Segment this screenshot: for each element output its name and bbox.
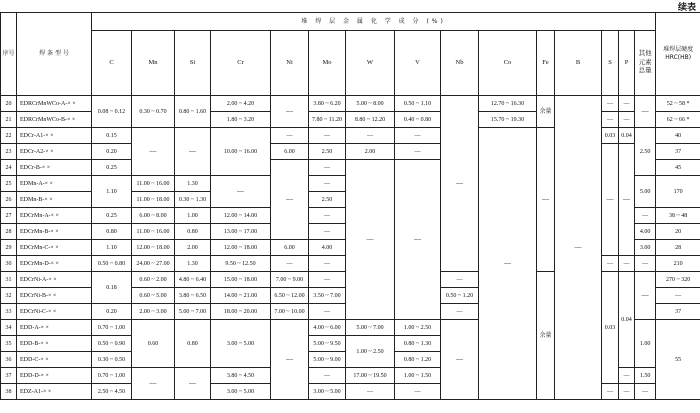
row-model: EDZ-A1-× × — [17, 384, 92, 400]
cell-ni: 6.00 — [271, 144, 309, 160]
cell-ni: — — [271, 160, 309, 240]
cell-si: 3.80 ~ 6.50 — [175, 288, 211, 304]
cell-mo: — — [309, 224, 346, 240]
cell-s: — — [619, 384, 635, 400]
cell-mo: 3.50 ~ 7.00 — [309, 288, 346, 304]
cell-co: — — [619, 368, 635, 384]
cell-mo: 5.00 ~ 9.50 — [309, 336, 346, 352]
cell-hardness: 270 ~ 320 — [656, 272, 700, 288]
cell-w: 1.00 ~ 2.50 — [346, 336, 395, 368]
cell-hardness: 20 — [656, 224, 700, 240]
cell-mn: 0.30 ~ 0.70 — [132, 96, 175, 128]
cell-mo: — — [309, 304, 346, 320]
row-no: 25 — [1, 176, 17, 192]
row-model: EDRCrMnWCo-A-× × — [17, 96, 92, 112]
cell-nb: — — [441, 96, 479, 272]
cell-p: — — [635, 384, 656, 400]
row-no: 28 — [1, 224, 17, 240]
header-element: Cr — [211, 31, 271, 96]
cell-c: 0.70 ~ 1.00 — [92, 320, 132, 336]
cell-c: 0.25 — [92, 160, 132, 176]
cell-mn: 24.00 ~ 27.00 — [132, 256, 175, 272]
cell-hardness: 210 — [656, 256, 700, 272]
header-element: S — [602, 31, 619, 96]
row-no: 33 — [1, 304, 17, 320]
cell-mn: 6.00 ~ 8.00 — [132, 208, 175, 224]
cell-ni: — — [271, 96, 309, 128]
cell-w: — — [346, 384, 395, 400]
cell-other: 4.00 — [635, 224, 656, 240]
cell-mo: 3.00 ~ 5.00 — [309, 384, 346, 400]
cell-cr: 2.00 ~ 4.20 — [211, 96, 271, 112]
cell-c: 2.50 ~ 4.50 — [92, 384, 132, 400]
row-no: 31 — [1, 272, 17, 288]
header-element: Nb — [441, 31, 479, 96]
cell-cr: 12.00 ~ 18.00 — [211, 240, 271, 256]
cell-mo: 7.80 ~ 11.20 — [309, 112, 346, 128]
cell-mo: — — [309, 256, 346, 272]
row-model: EDCr-A2-× × — [17, 144, 92, 160]
row-no: 29 — [1, 240, 17, 256]
row-no: 27 — [1, 208, 17, 224]
cell-cr: 3.00 ~ 5.00 — [211, 384, 271, 400]
cell-v: 0.40 ~ 0.80 — [395, 112, 441, 128]
cell-w: 5.00 ~ 8.00 — [346, 96, 395, 112]
row-no: 26 — [1, 192, 17, 208]
cell-mn: 0.60 ~ 5.00 — [132, 288, 175, 304]
cell-cr: 3.00 ~ 5.00 — [211, 320, 271, 368]
cell-c: 0.70 ~ 1.00 — [92, 368, 132, 384]
cell-c: 0.50 ~ 0.90 — [92, 336, 132, 352]
cell-cr: 15.00 ~ 18.00 — [211, 272, 271, 288]
cell-w: 2.00 — [346, 144, 395, 160]
cell-p: — — [619, 144, 635, 256]
cell-mo: 2.50 — [309, 144, 346, 160]
header-element: Mn — [132, 31, 175, 96]
cell-fe: 余量 — [537, 96, 555, 128]
cell-hardness: 40 — [656, 128, 700, 144]
cell-mn: — — [132, 368, 175, 400]
row-model: EDD-C-× × — [17, 352, 92, 368]
cell-mo: 2.50 — [309, 192, 346, 208]
row-no: 24 — [1, 160, 17, 176]
cell-hardness: 28 — [656, 240, 700, 256]
cell-mo: — — [309, 128, 346, 144]
cell-mn: 0.60 ~ 2.00 — [132, 272, 175, 288]
cell-v: — — [395, 144, 441, 160]
cell-s: — — [602, 256, 619, 272]
cell-nb: — — [441, 320, 479, 400]
cell-s: — — [602, 144, 619, 256]
row-no: 38 — [1, 384, 17, 400]
cell-p: — — [619, 256, 635, 272]
cell-p: 0.04 — [619, 272, 635, 368]
cell-mo: — — [309, 368, 346, 384]
row-model: EDCr-A1-× × — [17, 128, 92, 144]
header-element: Si — [175, 31, 211, 96]
row-no: 22 — [1, 128, 17, 144]
cell-cr: 10.00 ~ 16.00 — [211, 128, 271, 176]
row-no: 21 — [1, 112, 17, 128]
cell-v: 1.00 ~ 2.50 — [395, 320, 441, 336]
cell-other: — — [635, 208, 656, 224]
cell-mn: — — [132, 128, 175, 176]
row-no: 36 — [1, 352, 17, 368]
cell-hardness: 37 — [656, 304, 700, 320]
cell-co: — — [479, 128, 537, 400]
cell-hardness: 37 — [656, 144, 700, 160]
cell-w: 8.80 ~ 12.20 — [346, 112, 395, 128]
cell-other: — — [635, 272, 656, 320]
row-model: EDCrMn-B-× × — [17, 224, 92, 240]
cell-nb: — — [441, 304, 479, 320]
cell-co: — — [602, 384, 619, 400]
cell-w: 17.00 ~ 19.50 — [346, 368, 395, 384]
cell-fe: 余量 — [537, 272, 555, 400]
cell-ni: 6.50 ~ 12.00 — [271, 288, 309, 304]
cell-other: 1.00 — [635, 320, 656, 368]
cell-si: 0.30 ~ 1.30 — [175, 192, 211, 208]
cell-p: — — [619, 96, 635, 112]
cell-si: 5.00 ~ 7.00 — [175, 304, 211, 320]
cell-ni: 7.00 ~ 10.00 — [271, 304, 309, 320]
continued-label: 续表 — [677, 3, 696, 13]
header-hardness: 堆焊层硬度HRC(HB) — [656, 13, 700, 96]
cell-other: 3.00 — [635, 240, 656, 256]
row-model: EDD-D-× × — [17, 368, 92, 384]
cell-other: 1.50 — [635, 368, 656, 384]
cell-ni: 6.00 — [271, 240, 309, 256]
cell-mn: 2.00 ~ 3.00 — [132, 304, 175, 320]
cell-other: 5.00 — [635, 176, 656, 208]
header-element: C — [92, 31, 132, 96]
header-composition: 堆 焊 层 金 属 化 学 成 分 (%) — [92, 13, 656, 31]
cell-s: — — [602, 112, 619, 128]
cell-si: — — [175, 128, 211, 176]
cell-ni: 7.00 ~ 9.00 — [271, 272, 309, 288]
hardfacing-electrode-composition-table — [0, 12, 700, 400]
cell-mo: 4.00 — [309, 240, 346, 256]
cell-c: 0.50 ~ 0.80 — [92, 256, 132, 272]
row-no: 32 — [1, 288, 17, 304]
row-model: EDRCrMnWCo-B-× × — [17, 112, 92, 128]
header-element: Mo — [309, 31, 346, 96]
cell-mn: 0.60 — [132, 320, 175, 368]
cell-w: 5.00 ~ 7.00 — [346, 320, 395, 336]
row-model: EDCrNi-B-× × — [17, 288, 92, 304]
cell-si: 0.80 — [175, 320, 211, 368]
cell-w: — — [346, 160, 395, 320]
cell-cr: 14.00 ~ 21.00 — [211, 288, 271, 304]
row-model: EDCr-B-× × — [17, 160, 92, 176]
cell-hardness: 38 ~ 48 — [656, 208, 700, 224]
cell-hardness: 55 — [656, 320, 700, 400]
cell-cr: 1.80 ~ 3.20 — [211, 112, 271, 128]
row-model: EDCrNi-A-× × — [17, 272, 92, 288]
row-no: 23 — [1, 144, 17, 160]
cell-si: — — [175, 368, 211, 400]
cell-mo: — — [309, 160, 346, 176]
cell-co: 12.70 ~ 16.30 — [479, 96, 537, 112]
row-no: 34 — [1, 320, 17, 336]
cell-cr: — — [211, 176, 271, 208]
header-element: P — [619, 31, 635, 96]
row-model: EDCrMn-D-× × — [17, 256, 92, 272]
cell-mn: 11.00 ~ 18.00 — [132, 192, 175, 208]
row-no: 30 — [1, 256, 17, 272]
cell-s: — — [602, 96, 619, 112]
cell-p: 0.04 — [619, 128, 635, 144]
cell-c: 0.30 ~ 0.50 — [92, 352, 132, 368]
table-row — [1, 96, 700, 112]
cell-c: 0.25 — [92, 208, 132, 224]
header-element: B — [555, 31, 602, 96]
cell-mo: — — [309, 208, 346, 224]
cell-ni: — — [271, 256, 309, 272]
cell-cr: 9.50 ~ 12.50 — [211, 256, 271, 272]
cell-mo: 5.00 ~ 9.00 — [309, 352, 346, 368]
cell-c: 1.10 — [92, 240, 132, 256]
cell-nb: — — [441, 272, 479, 288]
header-element: Fe — [537, 31, 555, 96]
row-model: EDD-A-× × — [17, 320, 92, 336]
cell-c: 0.18 — [92, 272, 132, 304]
cell-hardness: 45 — [656, 160, 700, 176]
row-model: EDCrNi-C-× × — [17, 304, 92, 320]
cell-nb: 0.50 ~ 1.20 — [441, 288, 479, 304]
cell-hardness: 170 — [656, 176, 700, 208]
cell-cr: 18.00 ~ 20.00 — [211, 304, 271, 320]
cell-si: 1.30 — [175, 176, 211, 192]
cell-ni: — — [271, 320, 309, 400]
row-model: EDMn-B-× × — [17, 192, 92, 208]
header-model: 焊 条 型 号 — [17, 13, 92, 96]
cell-ni: — — [271, 128, 309, 144]
header-no: 序号 — [1, 13, 17, 96]
cell-mo: 4.00 ~ 6.00 — [309, 320, 346, 336]
row-model: EDCrMn-A-× × — [17, 208, 92, 224]
header-element: W — [346, 31, 395, 96]
cell-other: — — [635, 96, 656, 128]
cell-si: 0.80 ~ 1.60 — [175, 96, 211, 128]
cell-c: 0.80 — [92, 224, 132, 240]
cell-si: 1.30 — [175, 256, 211, 272]
cell-s: 0.03 — [602, 128, 619, 144]
cell-c: 0.20 — [92, 304, 132, 320]
cell-si: 2.00 — [175, 240, 211, 256]
cell-b: — — [555, 96, 602, 400]
cell-v: — — [395, 160, 441, 320]
row-no: 20 — [1, 96, 17, 112]
cell-c: 0.08 ~ 0.12 — [92, 96, 132, 128]
cell-v: — — [395, 384, 441, 400]
cell-hardness: — — [656, 288, 700, 304]
cell-v: 1.00 ~ 1.50 — [395, 368, 441, 384]
cell-other: — — [635, 256, 656, 272]
row-model: EDD-B-× × — [17, 336, 92, 352]
cell-v: 0.80 ~ 1.20 — [395, 352, 441, 368]
cell-other: 2.50 — [635, 128, 656, 176]
cell-mo: — — [309, 272, 346, 288]
cell-c: 0.15 — [92, 128, 132, 144]
cell-fe: — — [537, 128, 555, 272]
cell-mn: 11.00 ~ 16.00 — [132, 176, 175, 192]
cell-si: 0.80 — [175, 224, 211, 240]
row-model: EDMn-A-× × — [17, 176, 92, 192]
cell-cr: 12.00 ~ 14.00 — [211, 208, 271, 224]
cell-cr: 3.80 ~ 4.50 — [211, 368, 271, 384]
cell-s: 0.03 — [602, 272, 619, 384]
header-element: V — [395, 31, 441, 96]
header-element: Co — [479, 31, 537, 96]
header-other-elements: 其他元素总量 — [635, 31, 656, 96]
cell-si: 4.80 ~ 6.40 — [175, 272, 211, 288]
cell-mo: — — [309, 176, 346, 192]
cell-mn: 11.00 ~ 16.00 — [132, 224, 175, 240]
cell-mo: 3.80 ~ 6.20 — [309, 96, 346, 112]
cell-w: — — [346, 128, 395, 144]
cell-c: 1.10 — [92, 176, 132, 208]
row-model: EDCrMn-C-× × — [17, 240, 92, 256]
cell-c: 0.20 — [92, 144, 132, 160]
header-element: Ni — [271, 31, 309, 96]
cell-v: — — [395, 128, 441, 144]
cell-co: 15.70 ~ 19.30 — [479, 112, 537, 128]
cell-cr: 13.00 ~ 17.00 — [211, 224, 271, 240]
cell-si: 1.00 — [175, 208, 211, 224]
cell-v: 0.80 ~ 1.30 — [395, 336, 441, 352]
cell-hardness: 62 ~ 66 * — [656, 112, 700, 128]
cell-p: — — [619, 112, 635, 128]
row-no: 35 — [1, 336, 17, 352]
cell-hardness: 52 ~ 58 * — [656, 96, 700, 112]
cell-mn: 12.00 ~ 18.00 — [132, 240, 175, 256]
cell-v: 0.50 ~ 1.10 — [395, 96, 441, 112]
row-no: 37 — [1, 368, 17, 384]
